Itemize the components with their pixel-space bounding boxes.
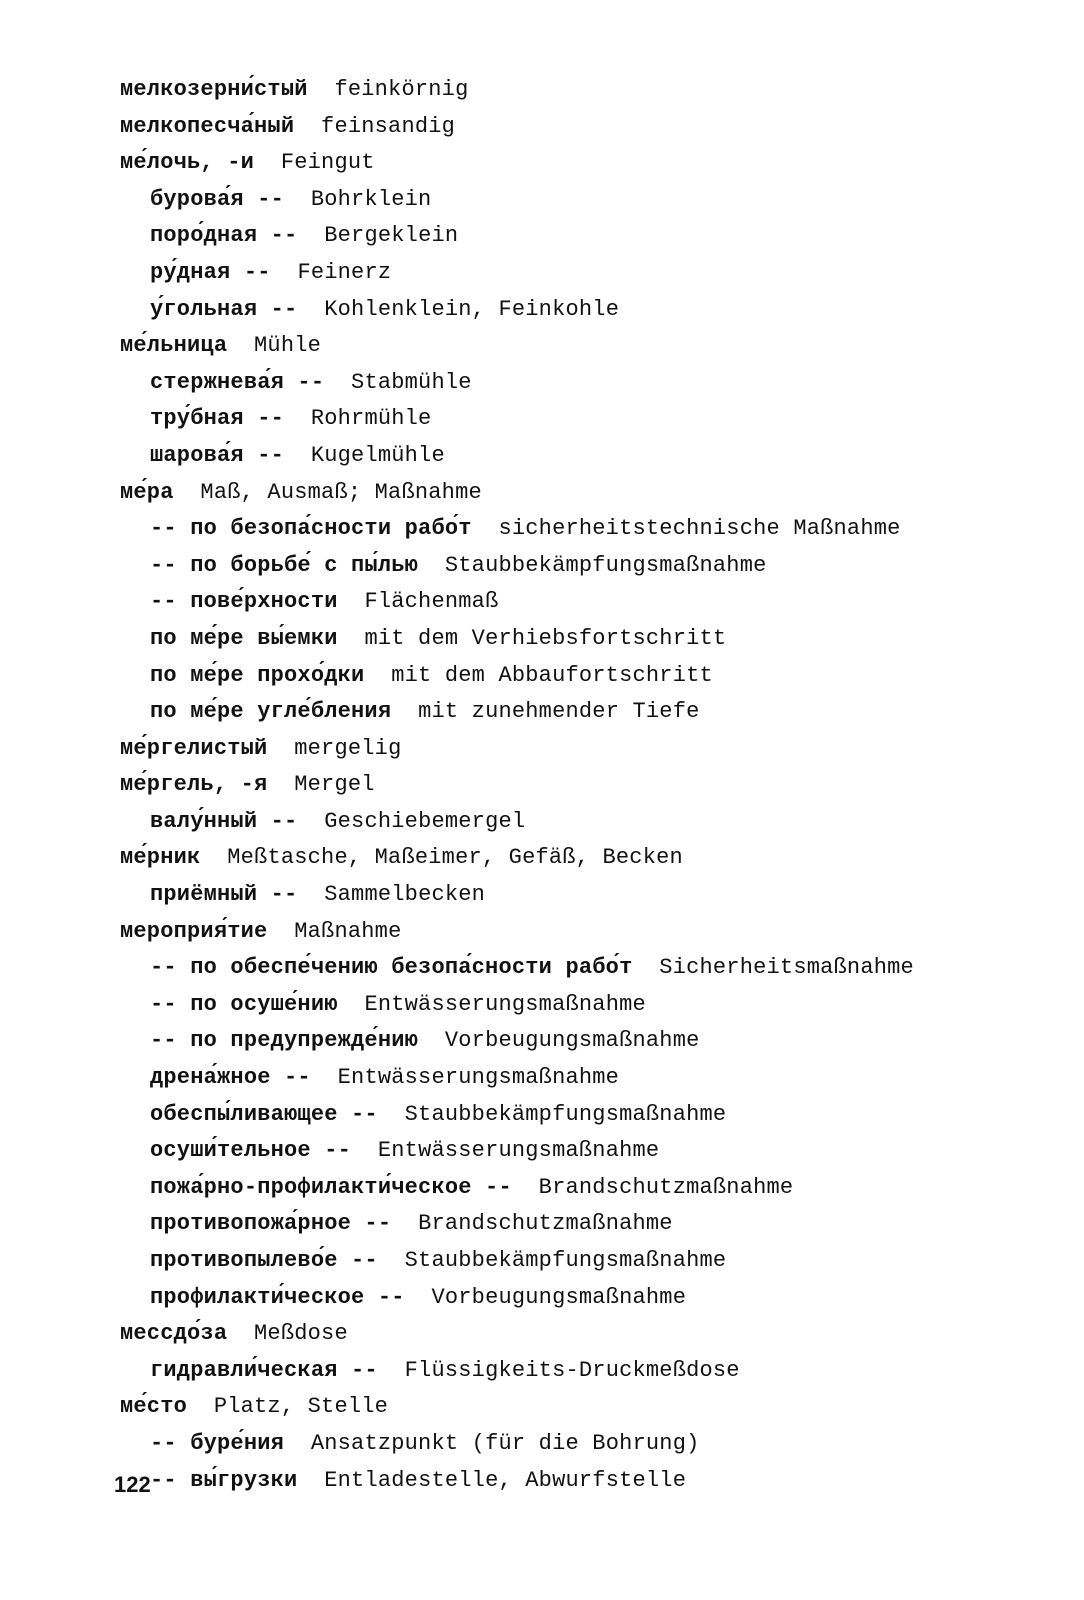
german-translation: Entwässerungsmaßnahme — [364, 991, 646, 1017]
russian-term: ме́сто — [120, 1394, 188, 1420]
russian-term: ру́дная -- — [150, 259, 271, 285]
russian-term: противопожа́рное -- — [150, 1211, 392, 1237]
russian-term: гидравли́ческая -- — [150, 1357, 378, 1383]
russian-term: -- пове́рхности — [150, 589, 338, 615]
dictionary-subentry — [120, 804, 1020, 841]
dictionary-subentry — [120, 182, 1020, 219]
russian-term: мелкопесча́ный — [120, 113, 295, 139]
german-translation: Meßdose — [254, 1321, 348, 1347]
dictionary-entry — [120, 1389, 1020, 1426]
german-translation: Bohrklein — [310, 186, 432, 212]
german-translation: Brandschutzmaßnahme — [538, 1174, 794, 1200]
russian-term: -- буре́ния — [150, 1430, 285, 1456]
german-translation: Platz, Stelle — [213, 1394, 389, 1420]
german-translation: Sicherheitsmaßnahme — [659, 955, 914, 981]
dictionary-entry — [120, 328, 1020, 365]
dictionary-subentry — [120, 438, 1020, 475]
russian-term: дрена́жное -- — [150, 1065, 311, 1091]
russian-term: мессдо́за — [120, 1321, 228, 1347]
dictionary-subentry — [120, 1133, 1020, 1170]
german-translation: Vorbeugungsmaßnahme — [431, 1284, 687, 1310]
german-translation: Kohlenklein, Feinkohle — [324, 296, 620, 322]
dictionary-entry — [120, 767, 1020, 804]
dictionary-subentry — [120, 950, 1020, 987]
german-translation: Stabmühle — [351, 369, 472, 395]
dictionary-subentry — [120, 1060, 1020, 1097]
german-translation: Feingut — [280, 150, 375, 176]
russian-term: по ме́ре прохо́дки — [150, 662, 365, 688]
dictionary-subentry — [120, 987, 1020, 1024]
german-translation: Geschiebemergel — [324, 808, 526, 834]
german-translation: Ansatzpunkt (für die Bohrung) — [310, 1430, 700, 1456]
german-translation: Kugelmühle — [310, 442, 445, 468]
german-translation: Vorbeugungsmaßnahme — [444, 1028, 700, 1054]
dictionary-subentry — [120, 1353, 1020, 1390]
russian-term: ме́рник — [120, 845, 201, 871]
russian-term: ме́льница — [120, 333, 228, 359]
dictionary-subentry — [120, 401, 1020, 438]
dictionary-subentry — [120, 877, 1020, 914]
dictionary-subentry — [120, 1170, 1020, 1207]
dictionary-entry — [120, 145, 1020, 182]
german-translation: Entwässerungsmaßnahme — [337, 1065, 620, 1091]
dictionary-subentry — [120, 621, 1020, 658]
dictionary-entry — [120, 475, 1020, 512]
russian-term: -- по предупрежде́нию — [150, 1028, 419, 1054]
russian-term: осуши́тельное -- — [150, 1138, 352, 1164]
german-translation: mergelig — [294, 735, 402, 761]
german-translation: Entladestelle, Abwurfstelle — [324, 1467, 687, 1493]
dictionary-subentry — [120, 548, 1020, 585]
german-translation: Rohrmühle — [310, 406, 432, 432]
russian-term: валу́нный -- — [150, 808, 298, 834]
russian-term: поро́дная -- — [150, 223, 298, 249]
russian-term: ме́ргелистый — [120, 735, 268, 761]
german-translation: feinkörnig — [334, 77, 469, 102]
dictionary-subentry — [120, 1280, 1020, 1317]
german-translation: Entwässerungsmaßnahme — [377, 1138, 660, 1164]
german-translation: feinsandig — [321, 113, 456, 139]
german-translation: Flüssigkeits-Druckmeßdose — [404, 1357, 740, 1383]
russian-term: у́гольная -- — [150, 296, 298, 322]
dictionary-entry — [120, 914, 1020, 951]
german-translation: Staubbekämpfungsmaßnahme — [404, 1248, 727, 1273]
german-translation: Staubbekämpfungsmaßnahme — [404, 1101, 727, 1127]
russian-term: шарова́я -- — [150, 442, 285, 468]
dictionary-entries — [120, 72, 1020, 1499]
russian-term: -- по осуше́нию — [150, 991, 338, 1017]
dictionary-entry — [120, 1316, 1020, 1353]
russian-term: ме́ра — [120, 479, 174, 505]
dictionary-subentry — [120, 218, 1020, 255]
russian-term: по ме́ре угле́бления — [150, 699, 392, 725]
russian-term: бурова́я -- — [150, 186, 285, 212]
german-translation: Flächenmaß — [364, 589, 499, 615]
dictionary-subentry — [120, 1243, 1020, 1280]
german-translation: Brandschutzmaßnahme — [418, 1211, 673, 1237]
german-translation: Meßtasche, Maßeimer, Gefäß, Becken — [227, 845, 683, 871]
dictionary-subentry — [120, 1463, 1020, 1500]
dictionary-subentry — [120, 694, 1020, 731]
russian-term: по ме́ре вы́емки — [150, 625, 338, 651]
german-translation: Feinerz — [297, 259, 392, 285]
german-translation: Maßnahme — [294, 918, 402, 944]
dictionary-subentry — [120, 255, 1020, 292]
russian-term: мелкозерни́стый — [120, 77, 308, 102]
german-translation: mit zunehmender Tiefe — [418, 699, 700, 725]
dictionary-entry — [120, 840, 1020, 877]
russian-term: -- по безопа́сности рабо́т — [150, 516, 472, 542]
russian-term: мероприя́тие — [120, 918, 268, 944]
russian-term: пожа́рно-профилакти́ческое -- — [150, 1174, 512, 1200]
page-number: 122 — [114, 1472, 151, 1497]
dictionary-subentry — [120, 365, 1020, 402]
russian-term: -- по борьбе́ с пы́лью — [150, 552, 419, 578]
dictionary-subentry — [120, 511, 1020, 548]
russian-term: ме́ргель, -я — [120, 772, 268, 798]
russian-term: обеспы́ливающее -- — [150, 1101, 378, 1127]
dictionary-subentry — [120, 1206, 1020, 1243]
dictionary-subentry — [120, 1097, 1020, 1134]
dictionary-entry — [120, 109, 1020, 146]
german-translation: mit dem Abbaufortschritt — [391, 662, 713, 688]
russian-term: ме́лочь, -и — [120, 150, 255, 176]
german-translation: sicherheitstechnische Maßnahme — [498, 516, 901, 542]
german-translation: Bergeklein — [324, 223, 459, 249]
russian-term: приёмный -- — [150, 882, 298, 908]
german-translation: Staubbekämpfungsmaßnahme — [444, 552, 767, 578]
russian-term: -- вы́грузки — [150, 1467, 298, 1493]
dictionary-subentry — [120, 658, 1020, 695]
russian-term: -- по обеспе́чению безопа́сности рабо́т — [150, 955, 633, 981]
german-translation: Maß, Ausmaß; Maßnahme — [200, 479, 482, 505]
dictionary-subentry — [120, 292, 1020, 329]
german-translation: mit dem Verhiebsfortschritt — [364, 625, 727, 651]
dictionary-subentry — [120, 1426, 1020, 1463]
german-translation: Sammelbecken — [324, 882, 486, 908]
russian-term: стержнева́я -- — [150, 369, 325, 395]
german-translation: Mergel — [294, 772, 375, 798]
dictionary-entry — [120, 731, 1020, 768]
dictionary-subentry — [120, 1023, 1020, 1060]
russian-term: противопылево́е -- — [150, 1248, 378, 1273]
russian-term: тру́бная -- — [150, 406, 285, 432]
russian-term: профилакти́ческое -- — [150, 1284, 405, 1310]
dictionary-entry — [120, 72, 1020, 109]
german-translation: Mühle — [254, 333, 322, 359]
dictionary-subentry — [120, 584, 1020, 621]
